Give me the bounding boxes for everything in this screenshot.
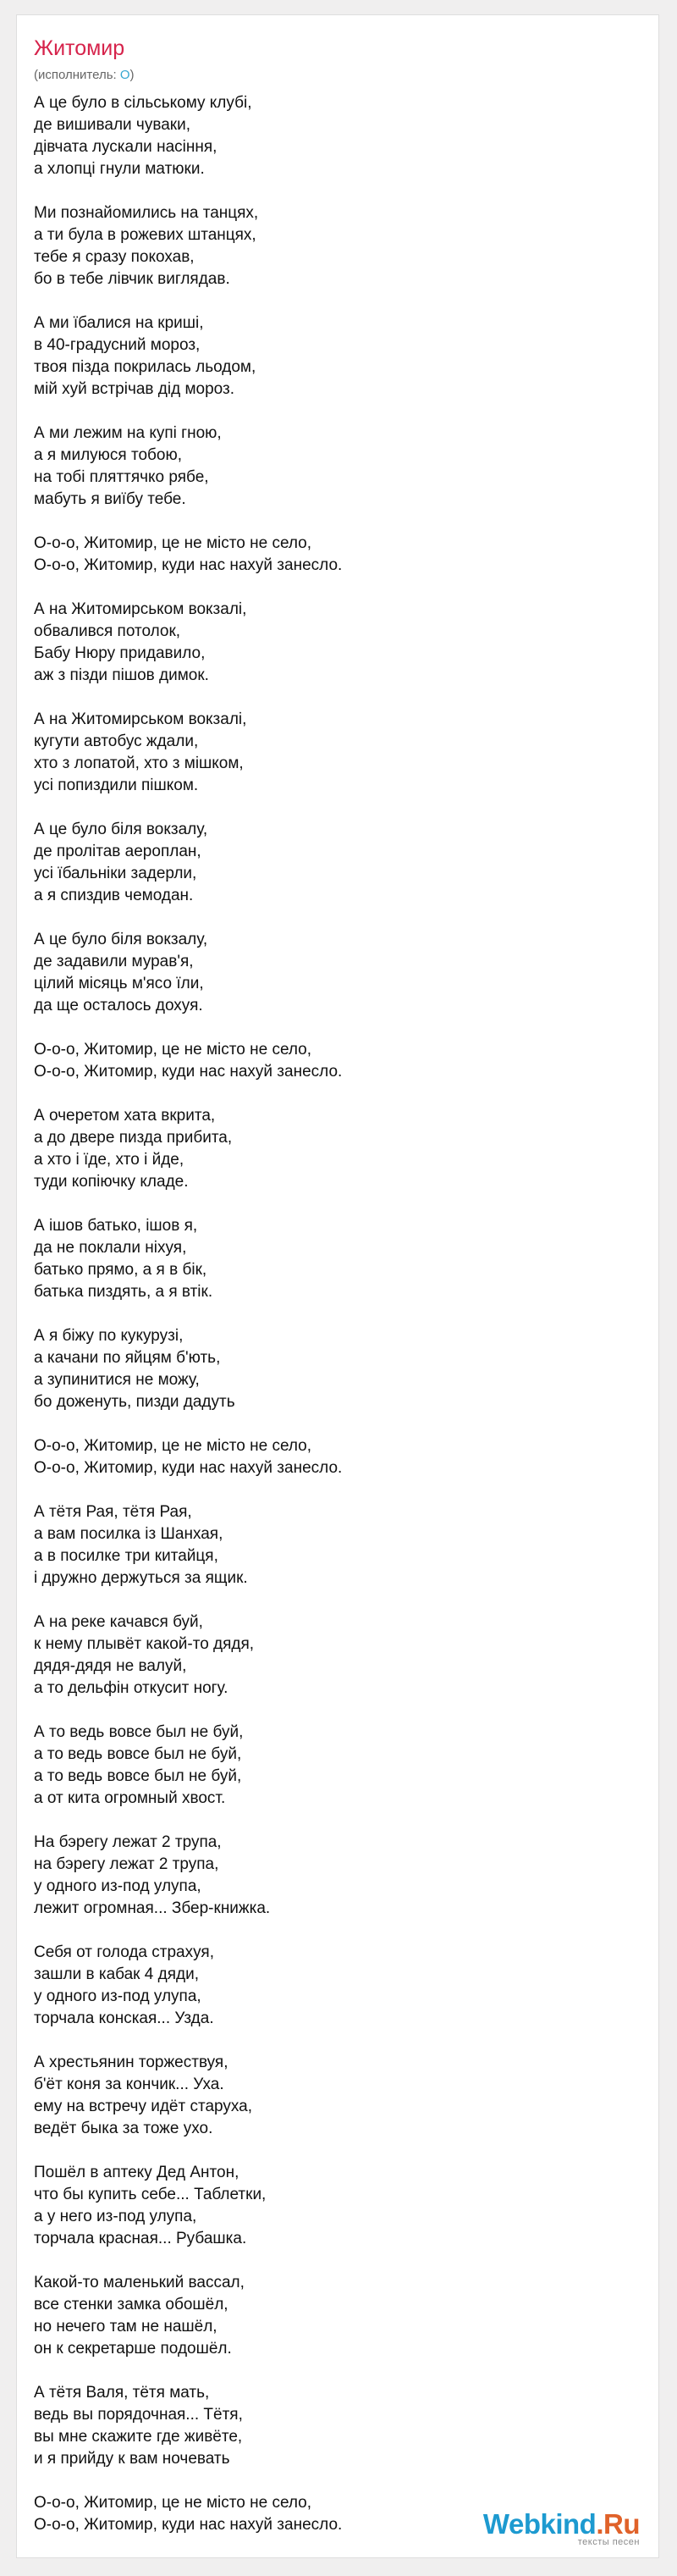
lyric-line: де вишивали чуваки, <box>34 116 190 134</box>
lyric-line: а до двере пизда прибита, <box>34 1129 233 1147</box>
lyric-line: А ми їбалися на криші, <box>34 314 204 332</box>
lyric-line: А тётя Рая, тётя Рая, <box>34 1503 192 1521</box>
lyric-line: туди копіючку кладе. <box>34 1173 189 1191</box>
lyric-line: О-о-о, Житомир, куди нас нахуй занесло. <box>34 2516 343 2534</box>
lyric-line: і дружно держуться за ящик. <box>34 1569 248 1587</box>
lyric-line: тебе я сразу покохав, <box>34 248 195 266</box>
lyric-line: О-о-о, Житомир, це не місто не село, <box>34 534 312 552</box>
stanza <box>34 202 626 290</box>
lyric-line: де пролітав аероплан, <box>34 843 201 860</box>
lyric-line: А ішов батько, ішов я, <box>34 1217 198 1235</box>
lyric-line: а ти була в рожевих штанцях, <box>34 226 256 244</box>
lyric-line: А тётя Валя, тётя мать, <box>34 2384 210 2402</box>
stanza <box>34 1722 626 1810</box>
lyric-line: О-о-о, Житомир, куди нас нахуй занесло. <box>34 1459 343 1477</box>
stanza <box>34 423 626 511</box>
lyric-line: он к секретарше подошёл. <box>34 2340 232 2358</box>
lyric-line: А це було біля вокзалу, <box>34 821 208 838</box>
lyric-line: что бы купить себе... Таблетки, <box>34 2186 267 2203</box>
lyric-line: а хто і їде, хто і йде, <box>34 1151 184 1169</box>
stanza <box>34 1105 626 1193</box>
artist-suffix: ) <box>129 68 135 82</box>
lyric-line: лежит огромная... Збер-книжка. <box>34 1899 271 1917</box>
stanza <box>34 2162 626 2250</box>
lyric-line: все стенки замка обошёл, <box>34 2296 228 2313</box>
lyric-line: а качани по яйцям б'ють, <box>34 1349 221 1367</box>
lyric-line: кугути автобус ждали, <box>34 732 199 750</box>
lyric-line: а хлопці гнули матюки. <box>34 160 205 178</box>
lyric-line: Ми познайомились на танцях, <box>34 204 259 222</box>
lyric-line: а вам посилка із Шанхая, <box>34 1525 223 1543</box>
stanza <box>34 1611 626 1700</box>
logo-brand: Webkind <box>482 2508 597 2540</box>
lyric-line: а в посилке три китайця, <box>34 1547 218 1565</box>
lyric-line: торчала конская... Узда. <box>34 2009 214 2027</box>
stanza <box>34 1215 626 1303</box>
lyrics-card <box>16 14 659 2558</box>
lyric-line: твоя пізда покрилась льодом, <box>34 358 256 376</box>
lyric-line: О-о-о, Житомир, це не місто не село, <box>34 2494 312 2512</box>
lyric-line: а от кита огромный хвост. <box>34 1789 226 1807</box>
lyric-line: цілий місяць м'ясо їли, <box>34 975 204 992</box>
lyric-line: да ще осталось дохуя. <box>34 997 203 1014</box>
stanza <box>34 2272 626 2360</box>
lyric-line: а то ведь вовсе был не буй, <box>34 1767 242 1785</box>
lyrics-body <box>34 92 626 2558</box>
lyric-line: да не поклали ніхуя, <box>34 1239 187 1257</box>
lyric-line: и я прийду к вам ночевать <box>34 2450 230 2468</box>
lyric-line: А то ведь вовсе был не буй, <box>34 1723 244 1741</box>
logo-tagline: тексты песен <box>577 2537 640 2547</box>
lyric-line: А очеретом хата вкрита, <box>34 1107 216 1125</box>
lyric-line: А це було біля вокзалу, <box>34 931 208 948</box>
lyric-line: торчала красная... Рубашка. <box>34 2230 247 2247</box>
stanza <box>34 1039 626 1083</box>
stanza <box>34 1501 626 1589</box>
lyric-line: на тобі пляттячко рябе, <box>34 468 209 486</box>
logo-tld: .Ru <box>596 2508 640 2540</box>
lyric-line: А це було в сільському клубі, <box>34 94 252 112</box>
stanza <box>34 92 626 180</box>
stanza <box>34 819 626 907</box>
stanza <box>34 1325 626 1413</box>
lyric-line: хто з лопатой, хто з мішком, <box>34 755 244 772</box>
stanza <box>34 312 626 401</box>
lyric-line: ведёт быка за тоже ухо. <box>34 2120 213 2137</box>
lyric-line: дівчата лускали насіння, <box>34 138 217 156</box>
stanza <box>34 1942 626 2030</box>
lyric-line: А на реке качався буй, <box>34 1613 203 1631</box>
lyric-line: а у него из-под улупа, <box>34 2208 197 2225</box>
lyric-line: Пошёл в аптеку Дед Антон, <box>34 2164 239 2181</box>
lyric-line: б'ёт коня за кончик... Уха. <box>34 2076 224 2093</box>
lyric-line: аж з пізди пішов димок. <box>34 666 209 684</box>
lyric-line: ведь вы порядочная... Тётя, <box>34 2406 243 2424</box>
lyric-line: А хрестьянин торжествуя, <box>34 2054 228 2071</box>
stanza <box>34 2052 626 2140</box>
lyric-line: у одного из-под улупа, <box>34 1987 201 2005</box>
lyric-line: но нечего там не нашёл, <box>34 2318 217 2336</box>
lyric-line: в 40-градусний мороз, <box>34 336 201 354</box>
lyric-line: а зупинитися не можу, <box>34 1371 200 1389</box>
lyric-line: О-о-о, Житомир, це не місто не село, <box>34 1437 312 1455</box>
lyric-line: батько прямо, а я в бік, <box>34 1261 207 1279</box>
lyric-line: О-о-о, Житомир, куди нас нахуй занесло. <box>34 556 343 574</box>
lyric-line: зашли в кабак 4 дяди, <box>34 1965 199 1983</box>
lyric-line: а я спиздив чемодан. <box>34 887 194 904</box>
lyric-line: А на Житомирськом вокзалі, <box>34 710 247 728</box>
lyric-line: О-о-о, Житомир, куди нас нахуй занесло. <box>34 1063 343 1081</box>
lyric-line: А на Житомирськом вокзалі, <box>34 600 247 618</box>
lyric-line: Какой-то маленький вассал, <box>34 2274 245 2291</box>
lyric-line: На бэрегу лежат 2 трупа, <box>34 1833 222 1851</box>
lyric-line: усі попиздили пішком. <box>34 777 199 794</box>
song-title: Житомир <box>34 36 125 60</box>
lyric-line: А я біжу по кукурузі, <box>34 1327 184 1345</box>
lyric-line: мій хуй встрічав дід мороз. <box>34 380 234 398</box>
lyric-line: к нему плывёт какой-то дядя, <box>34 1635 255 1653</box>
stanza <box>34 1832 626 1920</box>
logo-wordmark <box>483 2510 640 2539</box>
artist-prefix: (исполнитель: <box>34 68 120 82</box>
lyric-line: обвалився потолок, <box>34 622 181 640</box>
lyric-line: А ми лежим на купі гною, <box>34 424 222 442</box>
lyric-line: де задавили мурав'я, <box>34 953 194 970</box>
stanza <box>34 929 626 1017</box>
artist-line <box>34 68 135 83</box>
lyric-line: бо доженуть, пизди дадуть <box>34 1393 235 1411</box>
lyric-line: ему на встречу идёт старуха, <box>34 2098 253 2115</box>
stanza <box>34 709 626 797</box>
stanza <box>34 1435 626 1479</box>
lyric-line: мабуть я виїбу тебе. <box>34 490 186 508</box>
site-logo[interactable] <box>483 2510 640 2547</box>
lyric-line: О-о-о, Житомир, це не місто не село, <box>34 1041 312 1059</box>
lyric-line: вы мне скажите где живёте, <box>34 2428 243 2446</box>
lyric-line: у одного из-под улупа, <box>34 1877 201 1895</box>
lyric-line: на бэрегу лежат 2 трупа, <box>34 1855 219 1873</box>
lyric-line: а то ведь вовсе был не буй, <box>34 1745 242 1763</box>
lyric-line: дядя-дядя не валуй, <box>34 1657 187 1675</box>
artist-link[interactable]: О <box>119 68 130 82</box>
lyric-line: а я милуюся тобою, <box>34 446 183 464</box>
stanza <box>34 533 626 577</box>
stanza <box>34 2382 626 2470</box>
lyric-line: батька пиздять, а я втік. <box>34 1283 213 1301</box>
stanza <box>34 599 626 687</box>
lyric-line: Себя от голода страхуя, <box>34 1943 214 1961</box>
lyric-line: Бабу Нюру придавило, <box>34 644 206 662</box>
lyric-line: а то дельфін откусит ногу. <box>34 1679 228 1697</box>
lyric-line: бо в тебе лівчик виглядав. <box>34 270 230 288</box>
lyric-line: усі їбальніки задерли, <box>34 865 197 882</box>
